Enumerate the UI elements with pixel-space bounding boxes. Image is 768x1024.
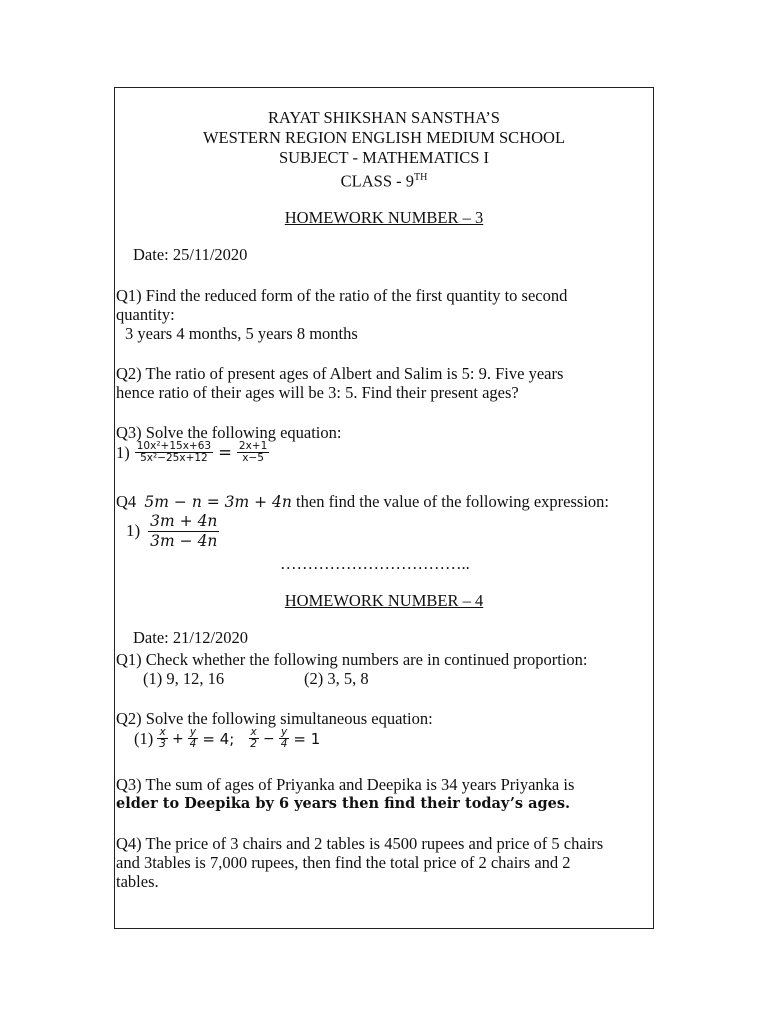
- hw3-q3-lhs-fraction: [135, 441, 213, 464]
- hw4-q1-option2: (2) 3, 5, 8: [304, 669, 369, 688]
- hw3-q4-line: [116, 492, 609, 512]
- hw3-q3-item-label: 1): [116, 442, 130, 462]
- class-text: CLASS - 9: [340, 171, 414, 191]
- hw3-q1-line1: Q1) Find the reduced form of the ratio of the first quantity to second: [116, 286, 568, 305]
- hw4-q2-line1: Q2) Solve the following simultaneous equation:: [116, 709, 433, 728]
- hw3-q3-line1: Q3) Solve the following equation:: [116, 423, 342, 442]
- hw4-q3-line1: Q3) The sum of ages of Priyanka and Deepika is 34 years Priyanka is: [116, 775, 575, 794]
- hw3-q1-line3: 3 years 4 months, 5 years 8 months: [125, 324, 358, 343]
- hw4-q1-line1: Q1) Check whether the following numbers are in continued proportion:: [116, 650, 588, 669]
- class-line: [116, 168, 652, 192]
- hw3-q3-equals: =: [218, 442, 232, 462]
- fraction-denominator: 2: [250, 738, 257, 751]
- hw3-q3-equation: [116, 441, 269, 464]
- hw3-q3-rhs-numerator: 2x+1: [238, 440, 268, 452]
- homework-4-date: Date: 21/12/2020: [133, 628, 249, 647]
- hw3-q2-line1: Q2) The ratio of present ages of Albert and Salim is 5: 9. Five years: [116, 364, 564, 383]
- hw4-q2-fraction-x-2: [248, 727, 259, 750]
- fraction-denominator: 4: [189, 738, 197, 751]
- hw4-q1-option1: (1) 9, 12, 16: [143, 669, 225, 688]
- hw3-q3-rhs-fraction: [237, 441, 269, 464]
- hw3-q1-line2: quantity:: [116, 305, 175, 324]
- homework-4-title: HOMEWORK NUMBER – 4: [284, 591, 484, 610]
- fraction-numerator: x: [159, 726, 166, 738]
- hw3-q4-math: 5m − n = 3m + 4n: [144, 493, 292, 511]
- subject-line: SUBJECT - MATHEMATICS I: [278, 148, 490, 167]
- hw4-q4-line1: Q4) The price of 3 chairs and 2 tables is 4500 rupees and price of 5 chairs: [116, 834, 604, 853]
- hw3-q3-lhs-numerator: 10x²+15x+63: [136, 440, 212, 452]
- hw3-q4-numerator: 3m + 4n: [150, 512, 218, 530]
- separator-dots: ……………………………..: [280, 554, 470, 573]
- minus-sign: −: [262, 730, 275, 747]
- hw4-q2-fraction-y-4-second: [279, 727, 290, 750]
- hw4-q2-item-label: (1): [134, 728, 154, 748]
- hw4-q2-fraction-y-4: [188, 727, 199, 750]
- homework-3-date: Date: 25/11/2020: [133, 245, 248, 264]
- hw3-q4-fraction: [148, 512, 219, 550]
- hw3-q4-item-label: 1): [126, 521, 141, 541]
- fraction-denominator: 4: [280, 738, 288, 751]
- hw3-q3-rhs-denominator: x−5: [242, 452, 264, 465]
- fraction-numerator: y: [189, 726, 197, 738]
- hw3-q2-line2: hence ratio of their ages will be 3: 5. Find their present ages?: [116, 383, 519, 402]
- fraction-numerator: y: [280, 726, 288, 738]
- hw4-q2-eq1-rhs: = 4;: [202, 729, 235, 748]
- homework-3-title: HOMEWORK NUMBER – 3: [284, 208, 484, 227]
- plus-sign: +: [171, 730, 184, 747]
- hw3-q4-denominator: 3m − 4n: [150, 531, 218, 550]
- hw4-q4-line2: and 3tables is 7,000 rupees, then find the total price of 2 chairs and 2: [116, 853, 571, 872]
- school-name: WESTERN REGION ENGLISH MEDIUM SCHOOL: [202, 128, 566, 147]
- hw3-q4-prefix: Q4: [116, 492, 137, 511]
- class-superscript: TH: [414, 172, 428, 183]
- hw3-q4-expression: [126, 512, 219, 550]
- hw4-q2-eq2-rhs: = 1: [293, 729, 321, 748]
- hw3-q3-lhs-denominator: 5x²−25x+12: [140, 452, 208, 465]
- fraction-numerator: x: [250, 726, 257, 738]
- hw4-q2-fraction-x-3: [157, 727, 168, 750]
- hw4-q3-line2: elder to Deepika by 6 years then find their today’s ages.: [116, 795, 571, 812]
- hw4-q4-line3: tables.: [116, 872, 159, 891]
- hw4-q2-equations: [134, 727, 320, 750]
- trust-name: RAYAT SHIKSHAN SANSTHA’S: [268, 108, 500, 127]
- fraction-denominator: 3: [159, 738, 166, 751]
- hw3-q4-suffix: then find the value of the following expression:: [296, 492, 609, 511]
